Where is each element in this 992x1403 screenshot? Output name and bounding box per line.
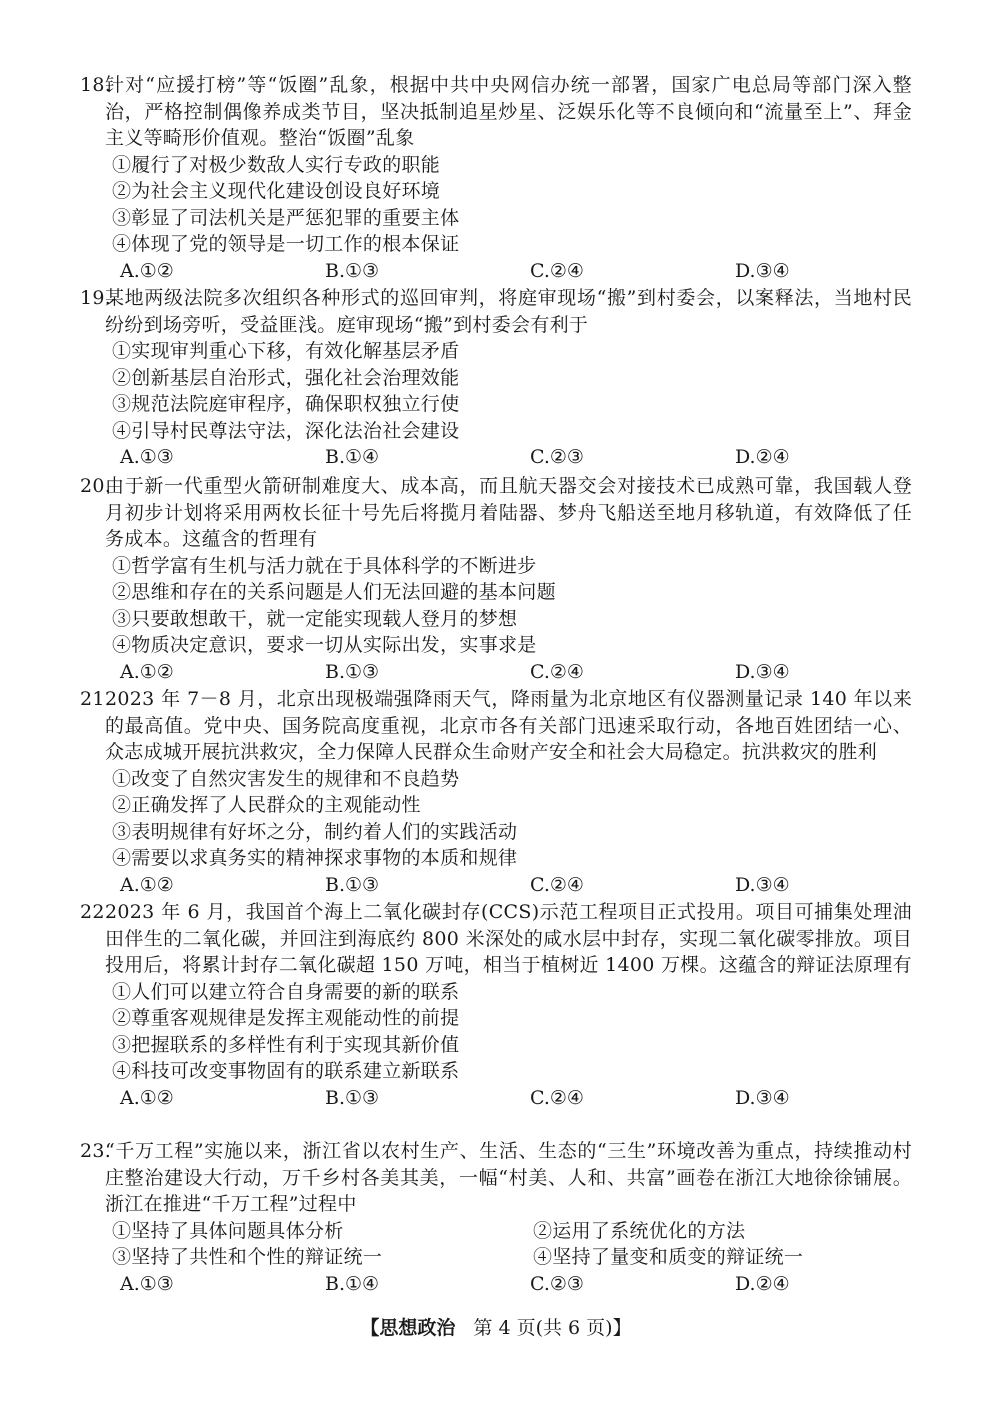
statement-3: ③只要敢想敢干，就一定能实现载人登月的梦想 (112, 607, 518, 630)
option-b[interactable]: B.①③ (325, 660, 380, 683)
question-22 (0, 899, 992, 1111)
question-stem: 针对“应援打榜”等“饭圈”乱象，根据中共中央网信办统一部署，国家广电总局等部门深入整治，严格控制偶像养成类节目，坚决抵制追星炒星、泛娱乐化等不良倾向和“流量至上”、拜金主义等畸形价值观。整治“饭圈”乱象 (105, 74, 912, 149)
option-c[interactable]: C.②④ (530, 873, 584, 896)
option-c[interactable]: C.②③ (530, 446, 584, 468)
page-footer (0, 1313, 992, 1340)
statement-1: ①哲学富有生机与活力就在于具体科学的不断进步 (112, 554, 537, 577)
statement-1: ①坚持了具体问题具体分析 (112, 1219, 344, 1242)
option-a[interactable]: A.①③ (120, 446, 174, 468)
question-stem: 某地两级法院多次组织各种形式的巡回审判，将庭审现场“搬”到村委会，以案释法，当地村民纷纷到场旁听，受益匪浅。庭审现场“搬”到村委会有利于 (105, 287, 912, 336)
option-b[interactable]: B.①③ (325, 873, 380, 896)
option-c[interactable]: C.②③ (530, 1272, 584, 1295)
statement-4: ④体现了党的领导是一切工作的根本保证 (112, 233, 460, 255)
option-a[interactable]: A.①② (120, 873, 174, 896)
question-number: 22. (80, 901, 112, 923)
question-number: 19. (80, 287, 112, 309)
option-c[interactable]: C.②④ (530, 660, 584, 683)
option-d[interactable]: D.②④ (735, 446, 790, 468)
answer-options (0, 1271, 992, 1298)
statement-list (0, 338, 992, 444)
statement-list (0, 553, 992, 659)
answer-options (0, 1085, 992, 1112)
question-21 (0, 686, 992, 898)
option-b[interactable]: B.①④ (325, 1272, 380, 1295)
statement-3: ③彰显了司法机关是严惩犯罪的重要主体 (112, 206, 460, 229)
option-a[interactable]: A.①② (120, 1086, 174, 1109)
option-c[interactable]: C.②④ (530, 1086, 584, 1109)
statement-2: ②正确发挥了人民群众的主观能动性 (112, 794, 421, 816)
option-a[interactable]: A.①② (120, 259, 174, 282)
option-c[interactable]: C.②④ (530, 259, 584, 282)
statement-4: ④坚持了量变和质变的辩证统一 (533, 1246, 804, 1268)
statement-list (0, 979, 992, 1085)
statement-2: ②思维和存在的关系问题是人们无法回避的基本问题 (112, 581, 556, 603)
option-d[interactable]: D.③④ (735, 873, 790, 896)
statement-3: ③坚持了共性和个性的辩证统一 (112, 1246, 383, 1268)
question-number: 23. (80, 1140, 112, 1162)
question-stem: 2023 年 7－8 月，北京出现极端强降雨天气，降雨量为北京地区有仪器测量记录 140 年以来的最高值。党中央、国务院高度重视，北京市各有关部门迅速采取行动，各地百姓团结一心、众志成城开展抗洪救灾，全力保障人民群众生命财产安全和社会大局稳定。抗洪救灾的胜利 (105, 688, 912, 763)
question-number: 20. (80, 475, 112, 497)
option-d[interactable]: D.②④ (735, 1272, 790, 1295)
statement-3: ③规范法院庭审程序，确保职权独立行使 (112, 393, 460, 415)
option-b[interactable]: B.①④ (325, 446, 380, 468)
statement-4: ④引导村民尊法守法，深化法治社会建设 (112, 419, 460, 442)
option-d[interactable]: D.③④ (735, 1086, 790, 1109)
option-d[interactable]: D.③④ (735, 660, 790, 683)
question-stem: 2023 年 6 月，我国首个海上二氧化碳封存(CCS)示范工程项目正式投用。项目可捕集处理油田伴生的二氧化碳，并回注到海底约 800 米深处的咸水层中封存，实现二氧化碳零排放。项目投用后，将累计封存二氧化碳超 150 万吨，相当于植树近 1400 万棵。这蕴含的辩证法原理有 (105, 901, 912, 976)
question-stem: “千万工程”实施以来，浙江省以农村生产、生活、生态的“三生”环境改善为重点，持续推动村庄整治建设大行动，万千乡村各美其美，一幅“村美、人和、共富”画卷在浙江大地徐徐铺展。浙江在推进“千万工程”过程中 (105, 1140, 912, 1215)
statement-4: ④需要以求真务实的精神探求事物的本质和规律 (112, 847, 518, 869)
statement-1: ①人们可以建立符合自身需要的新的联系 (112, 980, 460, 1003)
statement-list (0, 152, 992, 258)
question-20 (0, 473, 992, 685)
statement-1: ①实现审判重心下移，有效化解基层矛盾 (112, 340, 460, 362)
option-d[interactable]: D.③④ (735, 259, 790, 282)
answer-options (0, 258, 992, 285)
option-a[interactable]: A.①② (120, 660, 174, 683)
statement-2: ②尊重客观规律是发挥主观能动性的前提 (112, 1007, 460, 1029)
statement-list (0, 1218, 992, 1271)
option-b[interactable]: B.①③ (325, 259, 380, 282)
statement-1: ①履行了对极少数敌人实行专政的职能 (112, 153, 441, 176)
statement-2: ②为社会主义现代化建设创设良好环境 (112, 180, 441, 202)
statement-3: ③把握联系的多样性有利于实现其新价值 (112, 1033, 460, 1056)
question-number: 18. (80, 74, 112, 96)
statement-2: ②创新基层自治形式，强化社会治理效能 (112, 366, 460, 389)
statement-2: ②运用了系统优化的方法 (533, 1219, 746, 1242)
option-b[interactable]: B.①③ (325, 1086, 380, 1109)
question-18 (0, 72, 992, 284)
statement-4: ④科技可改变事物固有的联系建立新联系 (112, 1060, 460, 1082)
option-a[interactable]: A.①③ (120, 1272, 174, 1295)
footer-page-number: 第 4 页(共 6 页)】 (473, 1317, 632, 1339)
statement-1: ①改变了自然灾害发生的规律和不良趋势 (112, 767, 460, 790)
question-23 (0, 1138, 992, 1297)
answer-options (0, 659, 992, 686)
answer-options (0, 872, 992, 899)
question-number: 21. (80, 688, 112, 710)
statement-3: ③表明规律有好坏之分，制约着人们的实践活动 (112, 820, 518, 843)
answer-options (0, 444, 992, 471)
question-19 (0, 285, 992, 471)
footer-subject: 【思想政治 (360, 1317, 456, 1339)
statement-list (0, 766, 992, 872)
question-stem: 由于新一代重型火箭研制难度大、成本高，而且航天器交会对接技术已成熟可靠，我国载人登月初步计划将采用两枚长征十号先后将揽月着陆器、梦舟飞船送至地月移轨道，有效降低了任务成本。这蕴含的哲理有 (105, 475, 912, 550)
statement-4: ④物质决定意识，要求一切从实际出发，实事求是 (112, 634, 537, 656)
